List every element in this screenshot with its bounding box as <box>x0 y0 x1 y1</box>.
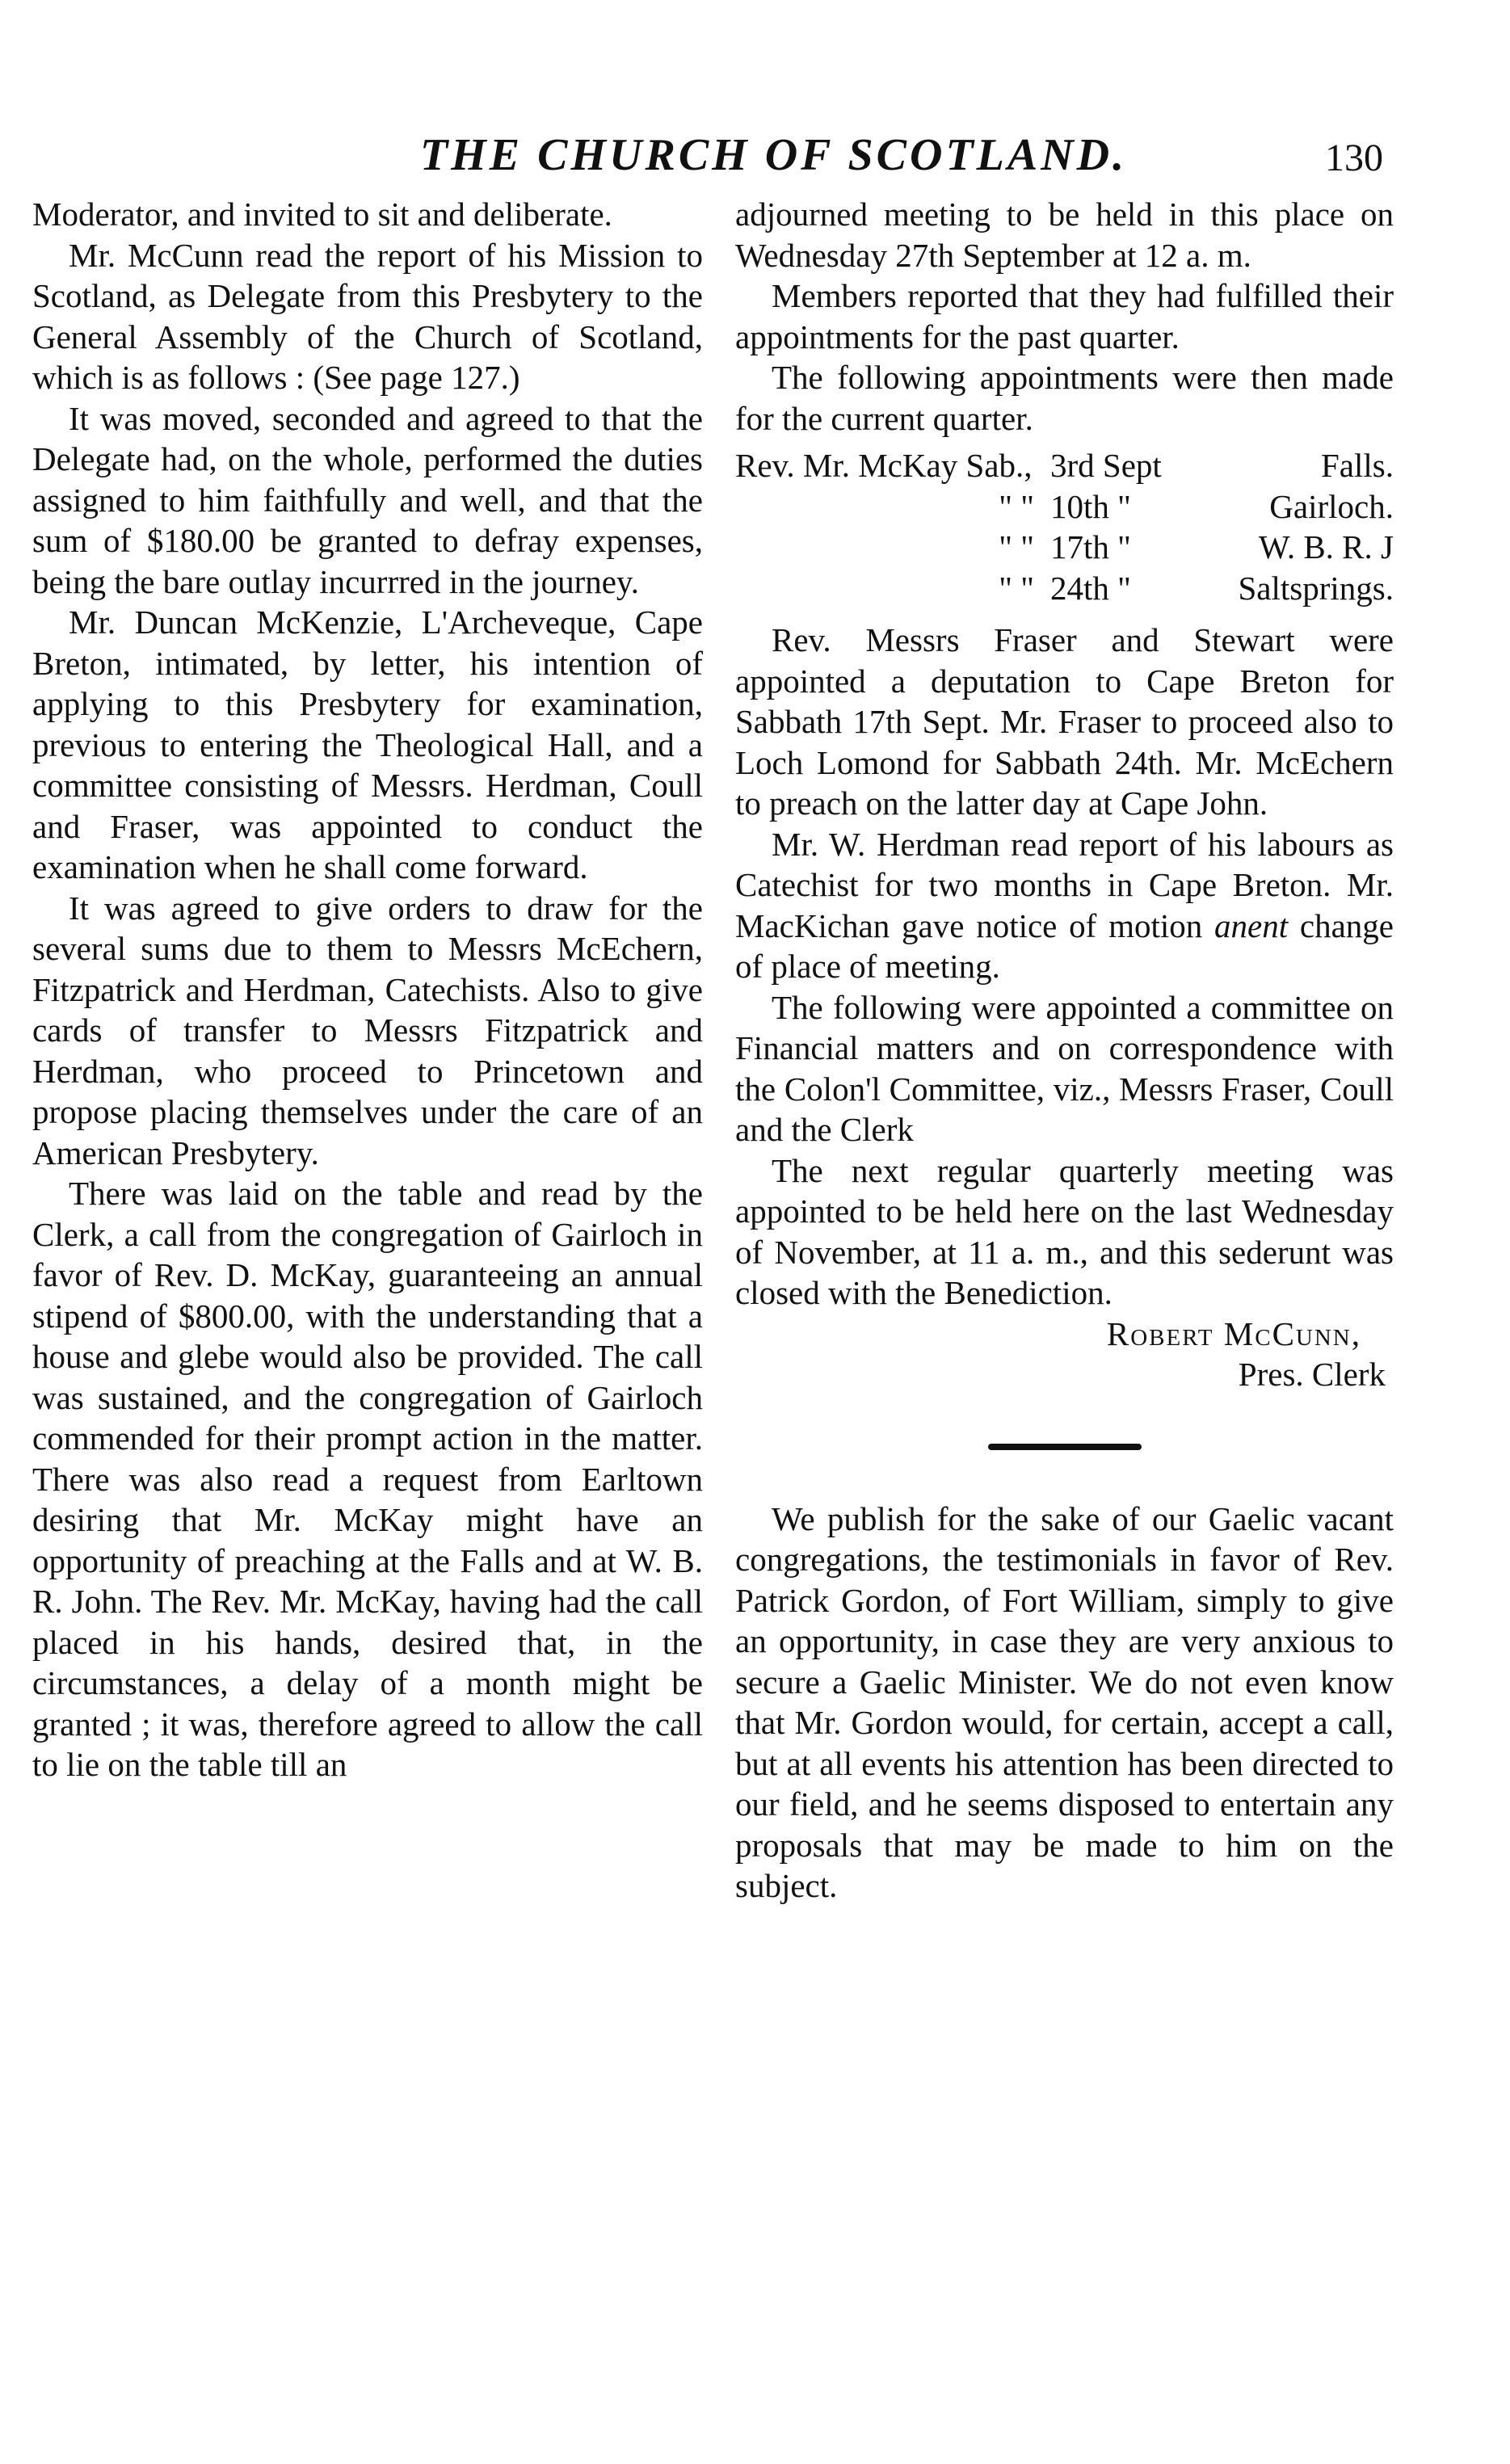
paragraph-text: Mr. W. Herdman read report of his labours as Catechist for two months in Cape Breton. Mr. MacKichan gave notice of motion <box>735 825 1394 944</box>
paragraph: It was agreed to give orders to draw for the several sums due to them to Messrs McEchern, Fitzpatrick and Herdman, Catechists. Also to give cards of transfer to Messrs Fitzpatrick and Herdman, who proceed to Princetown and propose placing themselves under the care of an American Presbytery. <box>32 889 703 1171</box>
appointment-minister: " " <box>999 487 1034 525</box>
paragraph: adjourned meeting to be held in this place on Wednesday 27th September at 12 a. m. <box>735 196 1394 274</box>
table-row <box>735 527 1394 568</box>
paragraph: Members reported that they had fulfilled their appointments for the past quarter. <box>735 277 1394 355</box>
appointment-day: 24th " <box>1050 569 1131 607</box>
page-number: 130 <box>1325 137 1383 179</box>
appointments-table <box>735 445 1394 608</box>
appointment-minister: Rev. Mr. McKay Sab., <box>735 447 1033 484</box>
paragraph <box>735 824 1394 987</box>
signature-name: Robert McCunn, <box>1106 1314 1361 1352</box>
paragraph: Mr. Duncan McKenzie, L'Archeveque, Cape Breton, intimated, by letter, his intention of applying to this Presbytery for examination, previous to entering the Theological Hall, and a committee consisting of Messrs. Herdman, Coull and Fraser, was appointed to conduct the examination when he shall come forward. <box>32 603 703 885</box>
signature-title: Pres. Clerk <box>1238 1356 1386 1393</box>
paragraph: The next regular quarterly meeting was appointed to be held here on the last Wednesday of November, at 11 a. m., and this sederunt was closed with the Benediction. <box>735 1151 1394 1311</box>
appointment-place: Falls. <box>1321 447 1394 484</box>
paragraph: Rev. Messrs Fraser and Stewart were appointed a deputation to Cape Breton for Sabbath 17th Sept. Mr. Fraser to proceed also to Loch Lomond for Sabbath 24th. Mr. McEchern to preach on the latter day at Cape John. <box>735 621 1394 822</box>
table-row <box>735 486 1394 528</box>
appointment-day: 17th " <box>1050 528 1131 566</box>
signature-block <box>735 1314 1394 1395</box>
appointment-minister: " " <box>999 528 1034 566</box>
paragraph: The following were appointed a committee on Financial matters and on correspondence with the Colon'l Committee, viz., Messrs Fraser, Coull and the Clerk <box>735 988 1394 1148</box>
appointment-place: Gairloch. <box>1269 487 1394 525</box>
paragraph: There was laid on the table and read by the Clerk, a call from the congregation of Gairloch in favor of Rev. D. McKay, guaranteeing an annual stipend of $800.00, with the understanding that a house and glebe would also be provided. The call was sustained, and the congregation of Gairloch commended for their prompt action in the matter. There was also read a request from Earltown desiring that Mr. McKay might have an opportunity of preaching at the Falls and at W. B. R. John. The Rev. Mr. McKay, having had the call placed in his hands, desired that, in the circumstances, a delay of a month might be granted ; it was, therefore agreed to allow the call to lie on the table till an <box>32 1175 703 1783</box>
section-divider <box>988 1444 1142 1450</box>
italic-word: anent <box>1214 906 1289 944</box>
paragraph: Mr. McCunn read the report of his Mission to Scotland, as Delegate from this Presbytery to the General Assembly of the Church of Scotland, which is as follows : (See page 127.) <box>32 236 703 396</box>
table-row <box>735 568 1394 609</box>
left-column <box>32 194 703 1785</box>
appointment-place: W. B. R. J <box>1258 528 1394 566</box>
paragraph: We publish for the sake of our Gaelic vacant congregations, the testimonials in favor of Rev. Patrick Gordon, of Fort William, simply to give an opportunity, in case they are very anxious to secure a Gaelic Minister. We do not even know that Mr. Gordon would, for certain, accept a call, but at all events his attention has been directed to our field, and he seems disposed to entertain any proposals that may be made to him on the subject. <box>735 1499 1394 1904</box>
appointment-day: 3rd Sept <box>1050 447 1162 484</box>
appointment-place: Saltsprings. <box>1238 569 1394 607</box>
appointment-minister: " " <box>999 569 1034 607</box>
paragraph-text: change of place of meeting. <box>735 906 1394 985</box>
table-row <box>735 445 1394 486</box>
right-column <box>735 194 1394 1907</box>
paragraph: The following appointments were then made for the current quarter. <box>735 359 1394 437</box>
paragraph: It was moved, seconded and agreed to that the Delegate had, on the whole, performed the duties assigned to him faithfully and well, and that the sum of $180.00 be granted to defray expenses, being the bare outlay incurrred in the journey. <box>32 399 703 600</box>
paragraph: Moderator, and invited to sit and deliberate. <box>32 196 612 233</box>
running-title: THE CHURCH OF SCOTLAND. <box>420 130 1128 180</box>
appointment-day: 10th " <box>1050 487 1131 525</box>
